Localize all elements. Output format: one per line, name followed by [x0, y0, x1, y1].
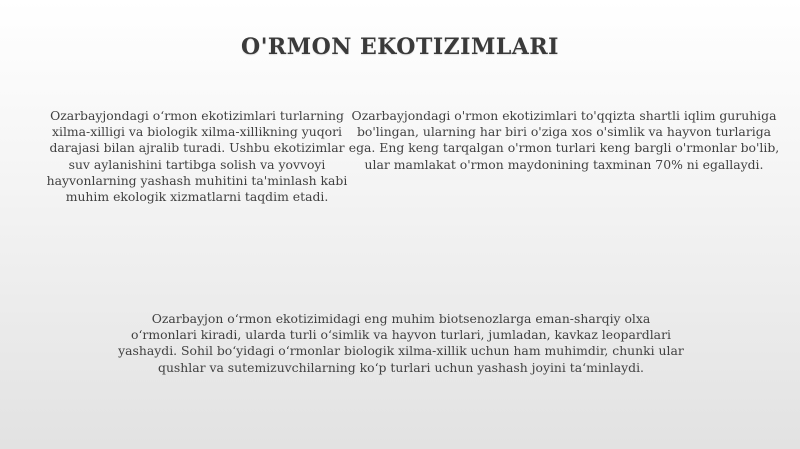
paragraph-bottom: Ozarbayjon o‘rmon ekotizimidagi eng muhim biotsenozlarga eman-sharqiy olxa o‘rmonlari kiradi, ularda turli o‘simlik va hayvon turlari, jumladan, kavkaz leopardlari yashaydi. Sohil bo‘yidagi o‘rmonlar biologik xilma-xillik uchun ham muhimdir, chunki ular qushlar va sutemizuvchilarning ko‘p turlari uchun yashash joyini ta‘minlaydi.	[118, 311, 684, 375]
slide-title: O'RMON EKOTIZIMLARI	[241, 34, 559, 60]
paragraph-left: Ozarbayjondagi o‘rmon ekotizimlari turlarning xilma-xilligi va biologik xilma-xillikning yuqori darajasi bilan ajralib turadi. Ushbu ekotizimlar suv aylanishini tartibga solish va yovvoyi hayvonlarning yashash muhitini ta'minlash kabi muhim ekologik xizmatlarni taqdim etadi.	[46, 108, 348, 205]
paragraph-right: Ozarbayjondagi o'rmon ekotizimlari to'qqizta shartli iqlim guruhiga bo'lingan, ularning har biri o'ziga xos o'simlik va hayvon turlariga ega. Eng keng tarqalgan o'rmon turlari keng bargli o'rmonlar bo'lib, ular mamlakat o'rmon maydonining taxminan 70% ni egallaydi.	[348, 108, 780, 172]
